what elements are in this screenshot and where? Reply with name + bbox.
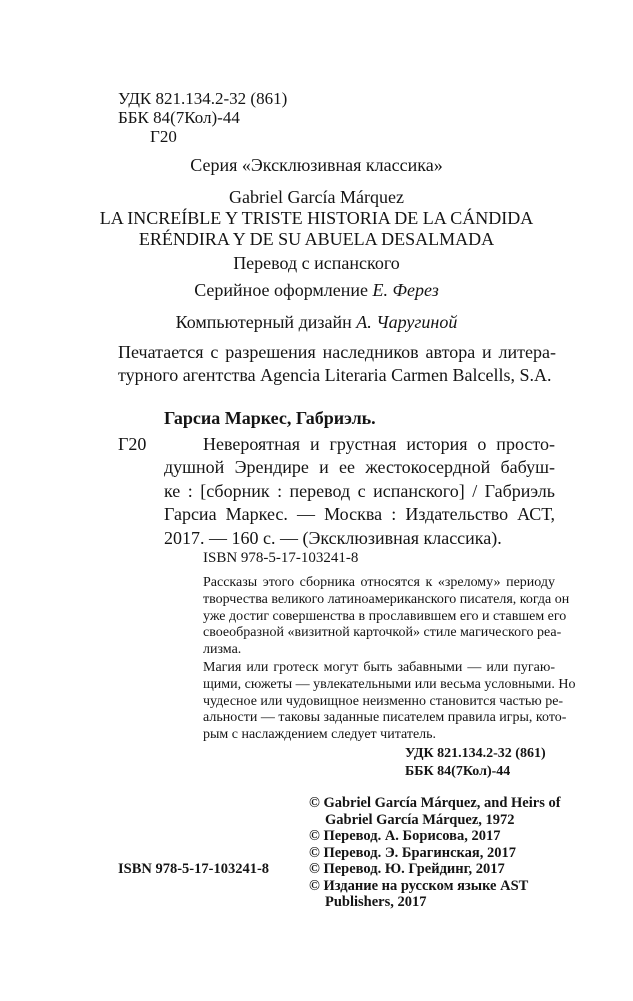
bibliographic-description-cont <box>164 456 555 550</box>
annotation-paragraph-1 <box>203 575 570 659</box>
copyright-line-6: © Издание на русском языке AST <box>309 877 529 894</box>
bibliographic-code: Г20 <box>118 434 147 454</box>
annotation-p1-line-1: Рассказы этого сборника относятся к «зрелому» периоду <box>203 575 555 590</box>
series-design-credit <box>0 279 633 302</box>
copyright-line-7: Publishers, 2017 <box>325 894 427 910</box>
series-design-label: Серийное оформление <box>194 280 369 300</box>
computer-design-name: А. Чаругиной <box>356 312 458 332</box>
annotation-p1-line-5: лизма. <box>203 642 242 658</box>
annotation-p2-line-1: Магия или гротеск могут быть забавными — или пугаю- <box>203 660 555 675</box>
annotation-paragraph-2 <box>203 660 576 744</box>
bibliographic-heading: Гарсиа Маркес, Габриэль. <box>164 408 376 428</box>
bibliographic-line-1: Невероятная и грустная история о просто- <box>203 434 555 454</box>
isbn-record: ISBN 978-5-17-103241-8 <box>203 550 359 566</box>
original-title-line-1: LA INCREÍBLE Y TRISTE HISTORIA DE LA CÁNDIDA <box>99 208 534 228</box>
annotation-p1-line-3: уже достиг совершенства в прославившем его и ставшем его <box>203 608 567 624</box>
translation-note: Перевод с испанского <box>233 253 400 273</box>
annotation-p2-line-3: чудесное или чудовищное неизменно становится частью ре- <box>203 693 564 709</box>
original-title-line-2: ERÉNDIRA Y DE SU ABUELA DESALMADA <box>138 229 495 249</box>
original-author: Gabriel García Márquez <box>229 187 404 207</box>
annotation-udk: УДК 821.134.2-32 (861) <box>405 746 546 761</box>
annotation-p2-line-2: щими, сюжеты — увлекательными или весьма условными. Но <box>203 676 576 692</box>
permission-line-2: турного агентства Agencia Literaria Carmen Balcells, S.A. <box>118 365 552 385</box>
copyright-line-1: © Gabriel García Márquez, and Heirs of <box>309 795 561 811</box>
annotation-p2-line-4: альности — таковы заданные писателем правила игры, кото- <box>203 710 567 726</box>
series-design-name: Е. Ферез <box>372 280 439 300</box>
bibliographic-line-3: ке : [сборник : перевод с испанского] / Габриэль <box>164 480 555 501</box>
bbk-code: ББК 84(7Кол)-44 <box>118 108 240 127</box>
annotation-p2-line-5: рым с наслаждением следует читатель. <box>203 727 437 743</box>
copyright-line-5: © Перевод. Ю. Грейдинг, 2017 <box>309 861 505 877</box>
computer-design-label: Компьютерный дизайн <box>175 312 352 332</box>
author-code: Г20 <box>150 127 177 146</box>
annotation-p1-line-2: творчества великого латиноамериканского писателя, когда он <box>203 591 570 607</box>
annotation-p1-line-4: своеобразной «визитной карточкой» стиле магического реа- <box>203 625 562 641</box>
permission-line-1: Печатается с разрешения наследников автора и литера- <box>118 342 556 362</box>
bibliographic-line-5: 2017. — 160 с. — (Эксклюзивная классика). <box>164 527 502 548</box>
isbn-bottom: ISBN 978-5-17-103241-8 <box>118 861 270 877</box>
annotation-bbk: ББК 84(7Кол)-44 <box>405 764 511 779</box>
copyright-line-4: © Перевод. Э. Брагинская, 2017 <box>309 844 517 861</box>
copyright-line-3: © Перевод. А. Борисова, 2017 <box>309 828 501 844</box>
permission-note <box>118 341 556 387</box>
udk-code: УДК 821.134.2-32 (861) <box>118 89 288 108</box>
copyright-block <box>309 795 561 911</box>
computer-design-credit <box>0 311 633 334</box>
copyright-line-2: Gabriel García Márquez, 1972 <box>325 811 515 828</box>
bibliographic-line-4: Гарсиа Маркес. — Москва : Издательство АСТ, <box>164 504 555 524</box>
series-line: Серия «Эксклюзивная классика» <box>190 155 443 175</box>
bibliographic-description <box>203 433 555 457</box>
bibliographic-line-2: душной Эрендире и ее жестокосердной бабуш- <box>164 457 555 477</box>
